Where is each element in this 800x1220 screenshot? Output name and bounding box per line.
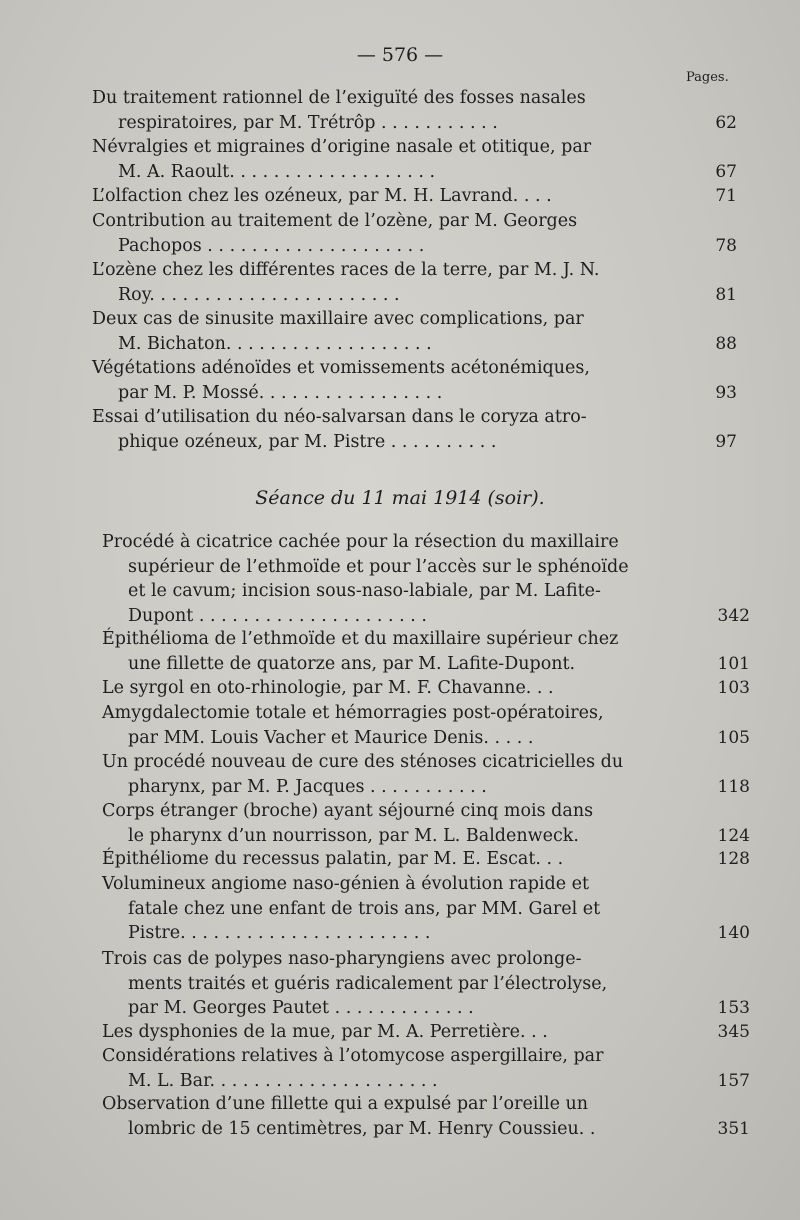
toc-entry-line: par M. P. Mossé. . . . . . . . . . . . . . . . . <box>118 382 443 403</box>
toc-entry-line: Pachopos . . . . . . . . . . . . . . . . . . . . <box>118 235 425 256</box>
toc-entry-line: Trois cas de polypes naso-pharyngiens avec prolonge- <box>102 949 582 969</box>
toc-entry-line: Le syrgol en oto-rhinologie, par M. F. Chavanne. . . <box>102 678 554 698</box>
toc-entry-line: Amygdalectomie totale et hémorragies post-opératoires, <box>102 703 604 723</box>
toc-entry-line: Épithélioma de l’ethmoïde et du maxillaire supérieur chez <box>102 629 619 649</box>
toc-page-number: 128 <box>717 849 750 869</box>
toc-entry-line: par MM. Louis Vacher et Maurice Denis. . . . . <box>128 727 534 748</box>
toc-entry <box>102 1020 750 1045</box>
toc-entry-line: Les dysphonies de la mue, par M. A. Perretière. . . <box>102 1022 548 1042</box>
toc-entry <box>92 307 737 356</box>
toc-entry <box>102 701 750 750</box>
toc-entry-line: et le cavum; incision sous-naso-labiale, par M. Lafite- <box>128 581 601 601</box>
toc-entry-line: Végétations adénoïdes et vomissements acétonémiques, <box>92 358 590 378</box>
toc-entry-line: Dupont . . . . . . . . . . . . . . . . . . . . . <box>128 605 427 626</box>
toc-page-number: 93 <box>715 382 737 403</box>
toc-page-number: 342 <box>717 605 750 626</box>
toc-page-number: 62 <box>715 112 737 133</box>
toc-entry-line: Volumineux angiome naso-génien à évolution rapide et <box>102 874 590 894</box>
toc-page-number: 78 <box>715 235 737 256</box>
toc-entry-line: M. L. Bar. . . . . . . . . . . . . . . . . . . . . <box>128 1070 438 1091</box>
toc-entry-line: M. A. Raoult. . . . . . . . . . . . . . . . . . . <box>118 161 436 182</box>
toc-page-number: 81 <box>715 284 737 305</box>
toc-entry-line: Deux cas de sinusite maxillaire avec complications, par <box>92 309 584 329</box>
toc-entry <box>102 799 750 848</box>
toc-entry-line: L’ozène chez les différentes races de la terre, par M. J. N. <box>92 260 600 280</box>
toc-entry-line: lombric de 15 centimètres, par M. Henry Coussieu. . <box>128 1118 596 1139</box>
toc-page-number: 71 <box>715 186 737 206</box>
toc-page-number: 345 <box>717 1022 750 1042</box>
toc-entry-line: Corps étranger (broche) ayant séjourné cinq mois dans <box>102 801 594 821</box>
toc-entry <box>102 1092 750 1141</box>
section-title: Séance du 11 mai 1914 (soir). <box>255 487 545 509</box>
pages-column-label: Pages. <box>686 70 729 85</box>
toc-entry <box>102 530 750 628</box>
toc-entry-line: M. Bichaton. . . . . . . . . . . . . . . . . . . <box>118 333 432 354</box>
toc-page-number: 101 <box>717 653 750 674</box>
toc-entry <box>102 872 750 946</box>
toc-entry-line: pharynx, par M. P. Jacques . . . . . . . . . . . <box>128 776 487 797</box>
toc-entry-line: ments traités et guéris radicalement par l’électrolyse, <box>128 973 608 994</box>
toc-entry-line: Considérations relatives à l’otomycose aspergillaire, par <box>102 1046 604 1066</box>
toc-entry-line: le pharynx d’un nourrisson, par M. L. Baldenweck. <box>128 825 579 846</box>
toc-entry-line: Essai d’utilisation du néo-salvarsan dans le coryza atro- <box>92 407 587 427</box>
toc-entry <box>92 258 737 307</box>
toc-entry <box>92 356 737 405</box>
toc-entry-line: Névralgies et migraines d’origine nasale et otitique, par <box>92 137 592 157</box>
toc-entry <box>92 209 737 258</box>
toc-entry-line: Du traitement rationnel de l’exiguïté des fosses nasales <box>92 88 586 108</box>
toc-entry-line: Épithéliome du recessus palatin, par M. E. Escat. . . <box>102 849 564 869</box>
toc-entry <box>92 405 737 454</box>
page-number: — 576 — <box>356 44 444 66</box>
toc-entry-line: Procédé à cicatrice cachée pour la résection du maxillaire <box>102 532 619 552</box>
toc-page-number: 103 <box>717 678 750 698</box>
toc-entry-line: une fillette de quatorze ans, par M. Lafite-Dupont. <box>128 653 576 674</box>
toc-entry-line: respiratoires, par M. Trétrôp . . . . . . . . . . . <box>118 112 498 133</box>
toc-entry <box>92 86 737 135</box>
toc-entry <box>102 947 750 1021</box>
toc-page-number: 157 <box>717 1070 750 1091</box>
toc-page-number: 124 <box>717 825 750 846</box>
toc-entry-line: L’olfaction chez les ozéneux, par M. H. Lavrand. . . . <box>92 186 552 206</box>
toc-page-number: 351 <box>717 1118 750 1139</box>
toc-entry-line: Un procédé nouveau de cure des sténoses cicatricielles du <box>102 752 624 772</box>
toc-entry-line: supérieur de l’ethmoïde et pour l’accès sur le sphénoïde <box>128 556 629 577</box>
toc-entry <box>102 676 750 701</box>
toc-entry <box>102 627 750 676</box>
toc-entry-line: phique ozéneux, par M. Pistre . . . . . . . . . . <box>118 431 497 452</box>
toc-page-number: 153 <box>717 998 750 1018</box>
toc-entry-line: Contribution au traitement de l’ozène, par M. Georges <box>92 211 578 231</box>
toc-page-number: 140 <box>717 923 750 943</box>
toc-entry <box>92 135 737 184</box>
toc-entry <box>92 184 737 209</box>
toc-entry-line: fatale chez une enfant de trois ans, par MM. Garel et <box>128 898 601 919</box>
toc-entry-line: Observation d’une fillette qui a expulsé par l’oreille un <box>102 1094 589 1114</box>
toc-page-number: 67 <box>715 161 737 182</box>
toc-entry-line: Pistre. . . . . . . . . . . . . . . . . . . . . . . <box>128 923 431 943</box>
toc-page-number: 97 <box>715 431 737 452</box>
toc-entry-line: Roy. . . . . . . . . . . . . . . . . . . . . . . <box>118 284 400 305</box>
toc-page-number: 88 <box>715 333 737 354</box>
toc-entry <box>102 847 750 872</box>
toc-entry <box>102 750 750 799</box>
toc-page-number: 118 <box>717 776 750 797</box>
toc-page-number: 105 <box>717 727 750 748</box>
toc-entry-line: par M. Georges Pautet . . . . . . . . . . . . . <box>128 998 474 1018</box>
toc-entry <box>102 1044 750 1093</box>
